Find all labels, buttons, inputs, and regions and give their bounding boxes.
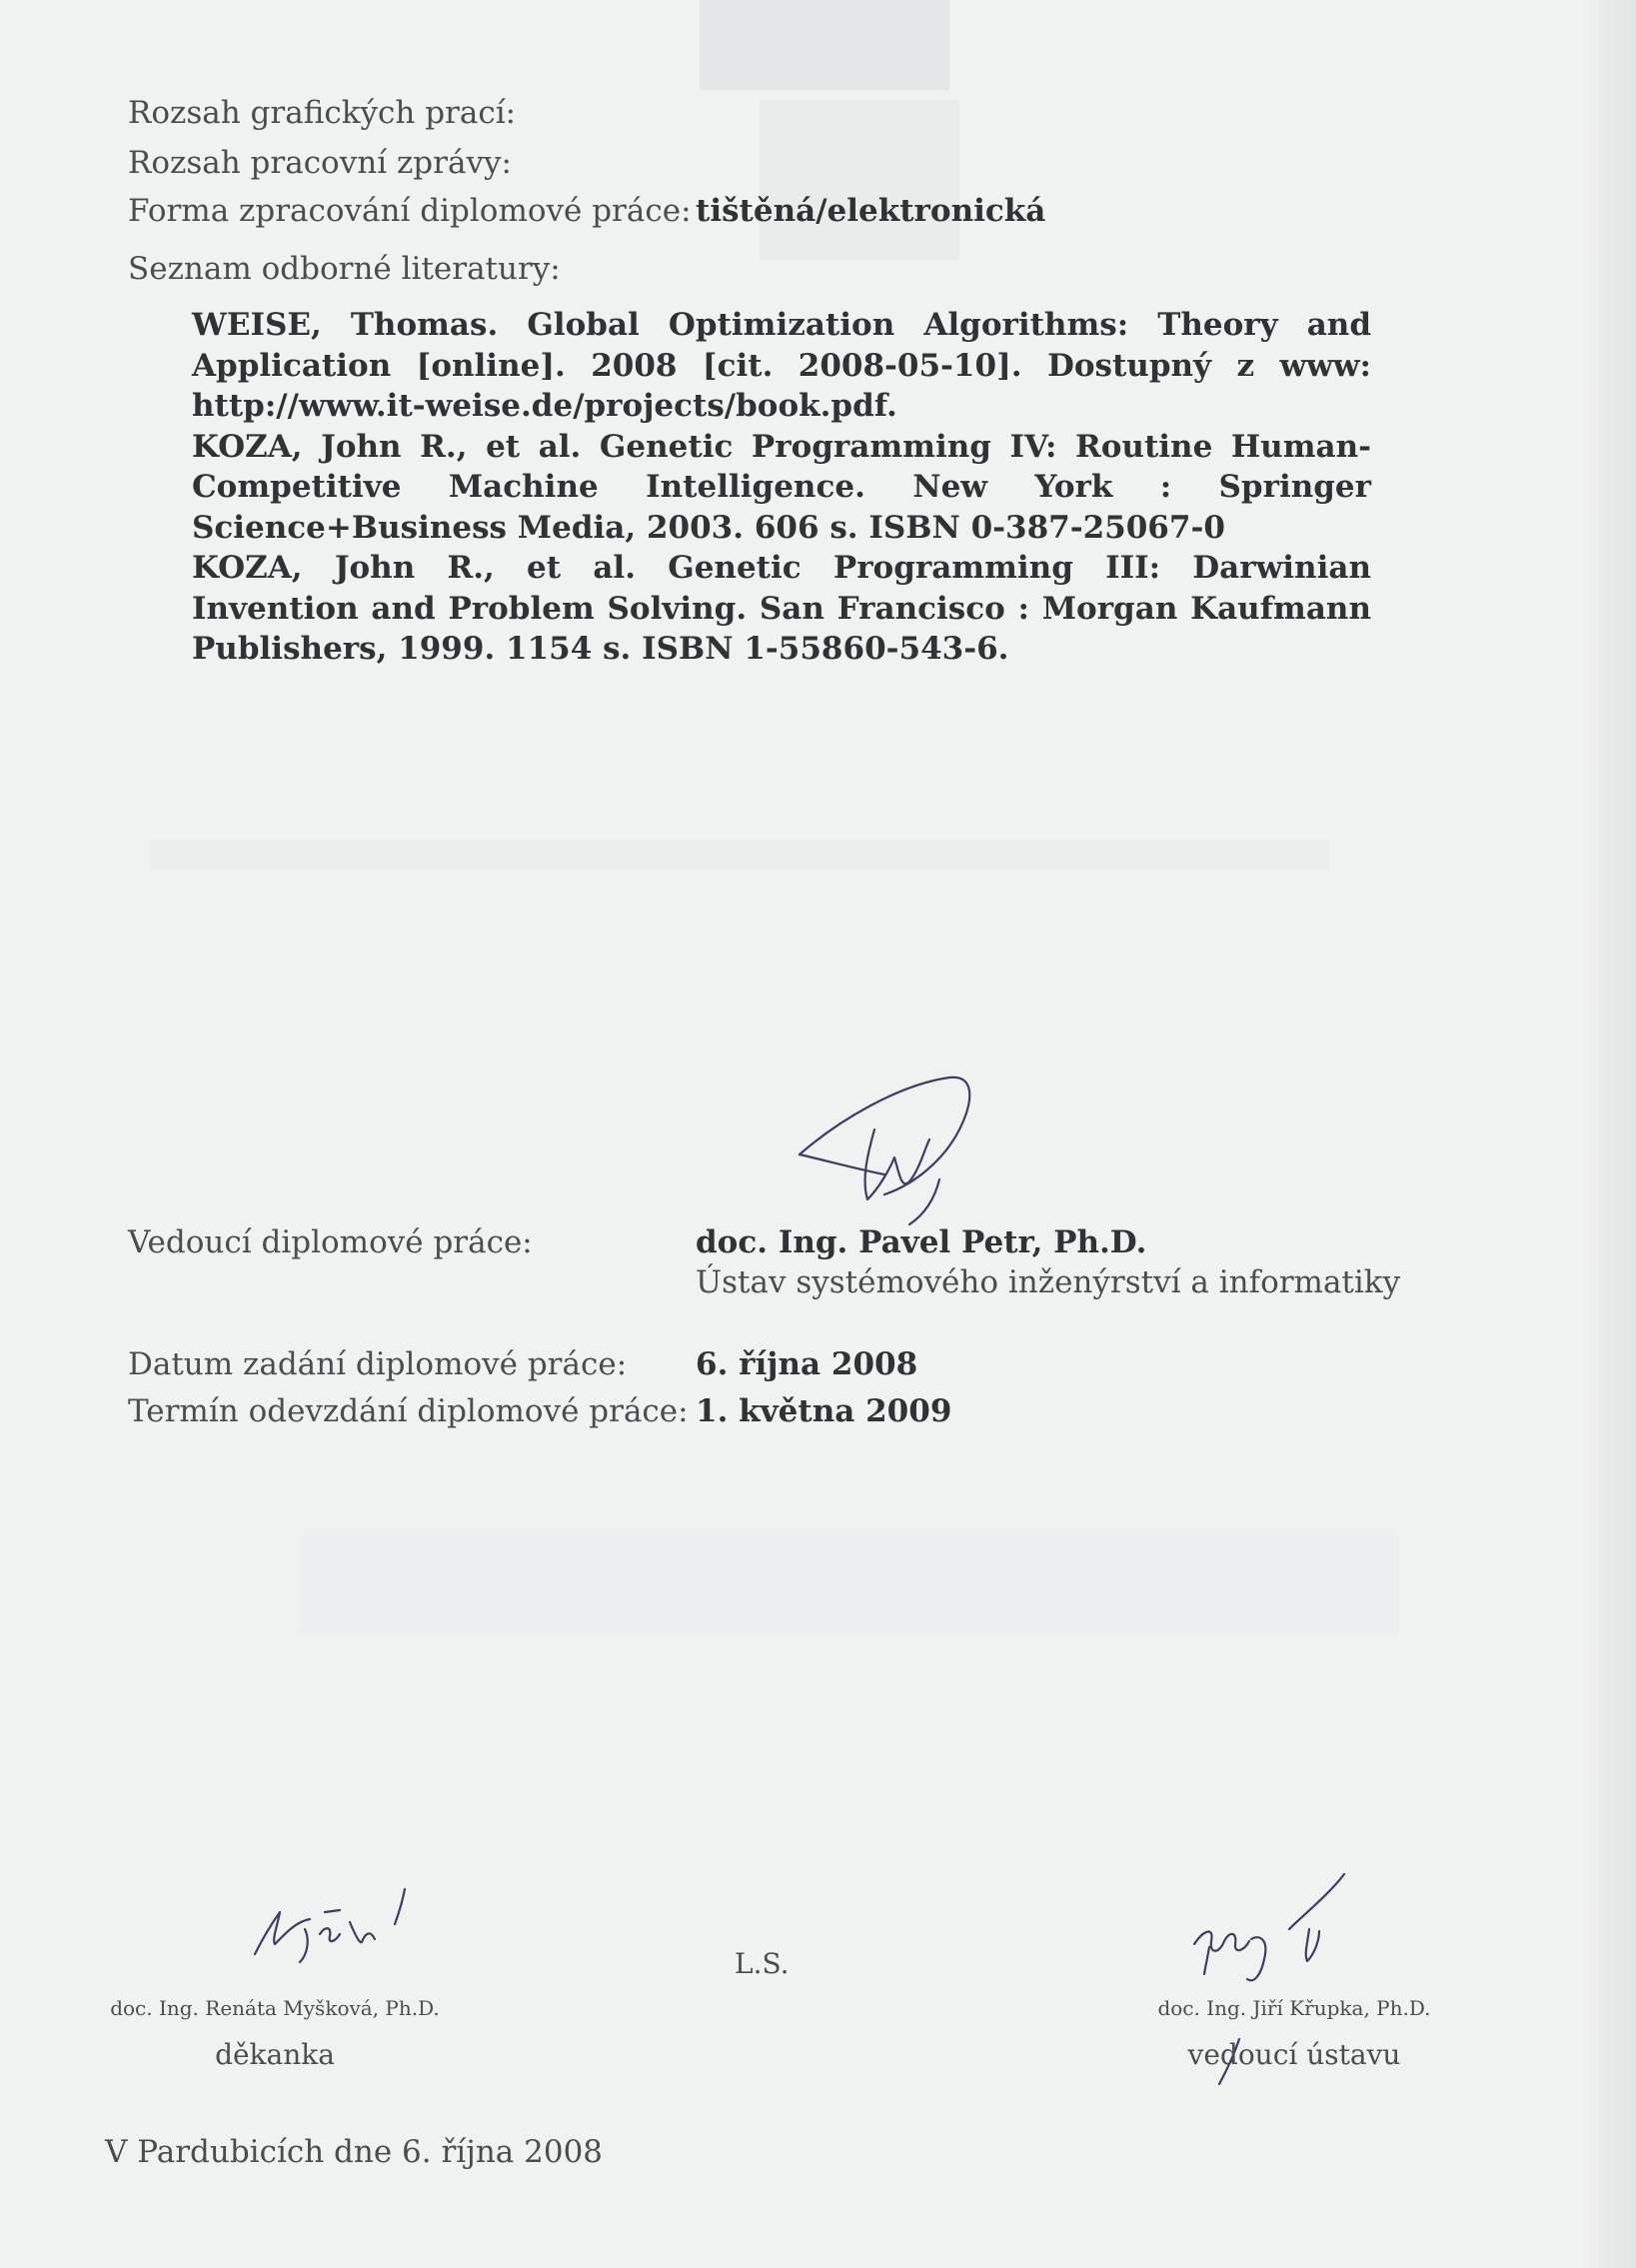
datum-zadani-value: 6. října 2008 [696, 1346, 918, 1382]
bleed-through-block [760, 100, 959, 260]
bleed-through-line [150, 840, 1329, 870]
bleed-through-block [300, 1534, 1399, 1634]
seznam-literatury-label: Seznam odborné literatury: [128, 251, 561, 287]
forma-zpracovani-value: tištěná/elektronická [696, 193, 1046, 229]
head-name: doc. Ing. Jiří Křupka, Ph.D. [1157, 1996, 1431, 2020]
dean-signature [250, 1884, 430, 1964]
dean-signature-block [70, 1996, 480, 2071]
scan-edge-shadow [1581, 0, 1636, 2268]
head-role: vedoucí ústavu [1187, 2038, 1401, 2071]
vedouci-prace-department: Ústav systémového inženýrství a informatiky [696, 1264, 1401, 1300]
rozsah-pracovni-zpravy-label: Rozsah pracovní zprávy: [128, 145, 512, 181]
datum-zadani-label: Datum zadání diplomové práce: [128, 1346, 628, 1382]
place-and-date: V Pardubicích dne 6. října 2008 [105, 2134, 604, 2170]
dean-role: děkanka [215, 2038, 335, 2071]
reference-list [192, 305, 1371, 670]
reference-item: KOZA, John R., et al. Genetic Programming III: Darwinian Invention and Problem Solving. San Francisco : Morgan Kaufmann Publishers, 1999. 1154 s. ISBN 1-55860-543-6. [192, 550, 1371, 667]
supervisor-signature [790, 1070, 989, 1229]
termin-odevzdani-label: Termín odevzdání diplomové práce: [128, 1393, 689, 1429]
reference-item: KOZA, John R., et al. Genetic Programming IV: Routine Human-Competitive Machine Intelligence. New York : Springer Science+Business Media, 2003. 606 s. ISBN 0-387-25067-0 [192, 428, 1371, 546]
vedouci-prace-label: Vedoucí diplomové práce: [128, 1224, 533, 1260]
bleed-through-band [700, 0, 949, 90]
head-signature-block [1109, 1996, 1479, 2071]
vedouci-prace-name: doc. Ing. Pavel Petr, Ph.D. [696, 1224, 1147, 1260]
reference-item: WEISE, Thomas. Global Optimization Algorithms: Theory and Application [online]. 2008 [cit. 2008-05-10]. Dostupný z www: http://www.it-weise.de/projects/book.pdf. [192, 307, 1371, 424]
termin-odevzdani-value: 1. května 2009 [696, 1393, 952, 1429]
forma-zpracovani-label: Forma zpracování diplomové práce: [128, 193, 692, 229]
dean-name: doc. Ing. Renáta Myšková, Ph.D. [110, 1996, 440, 2020]
stamp-placeholder: L.S. [735, 1947, 790, 1980]
rozsah-grafickych-praci-label: Rozsah grafických prací: [128, 95, 517, 131]
